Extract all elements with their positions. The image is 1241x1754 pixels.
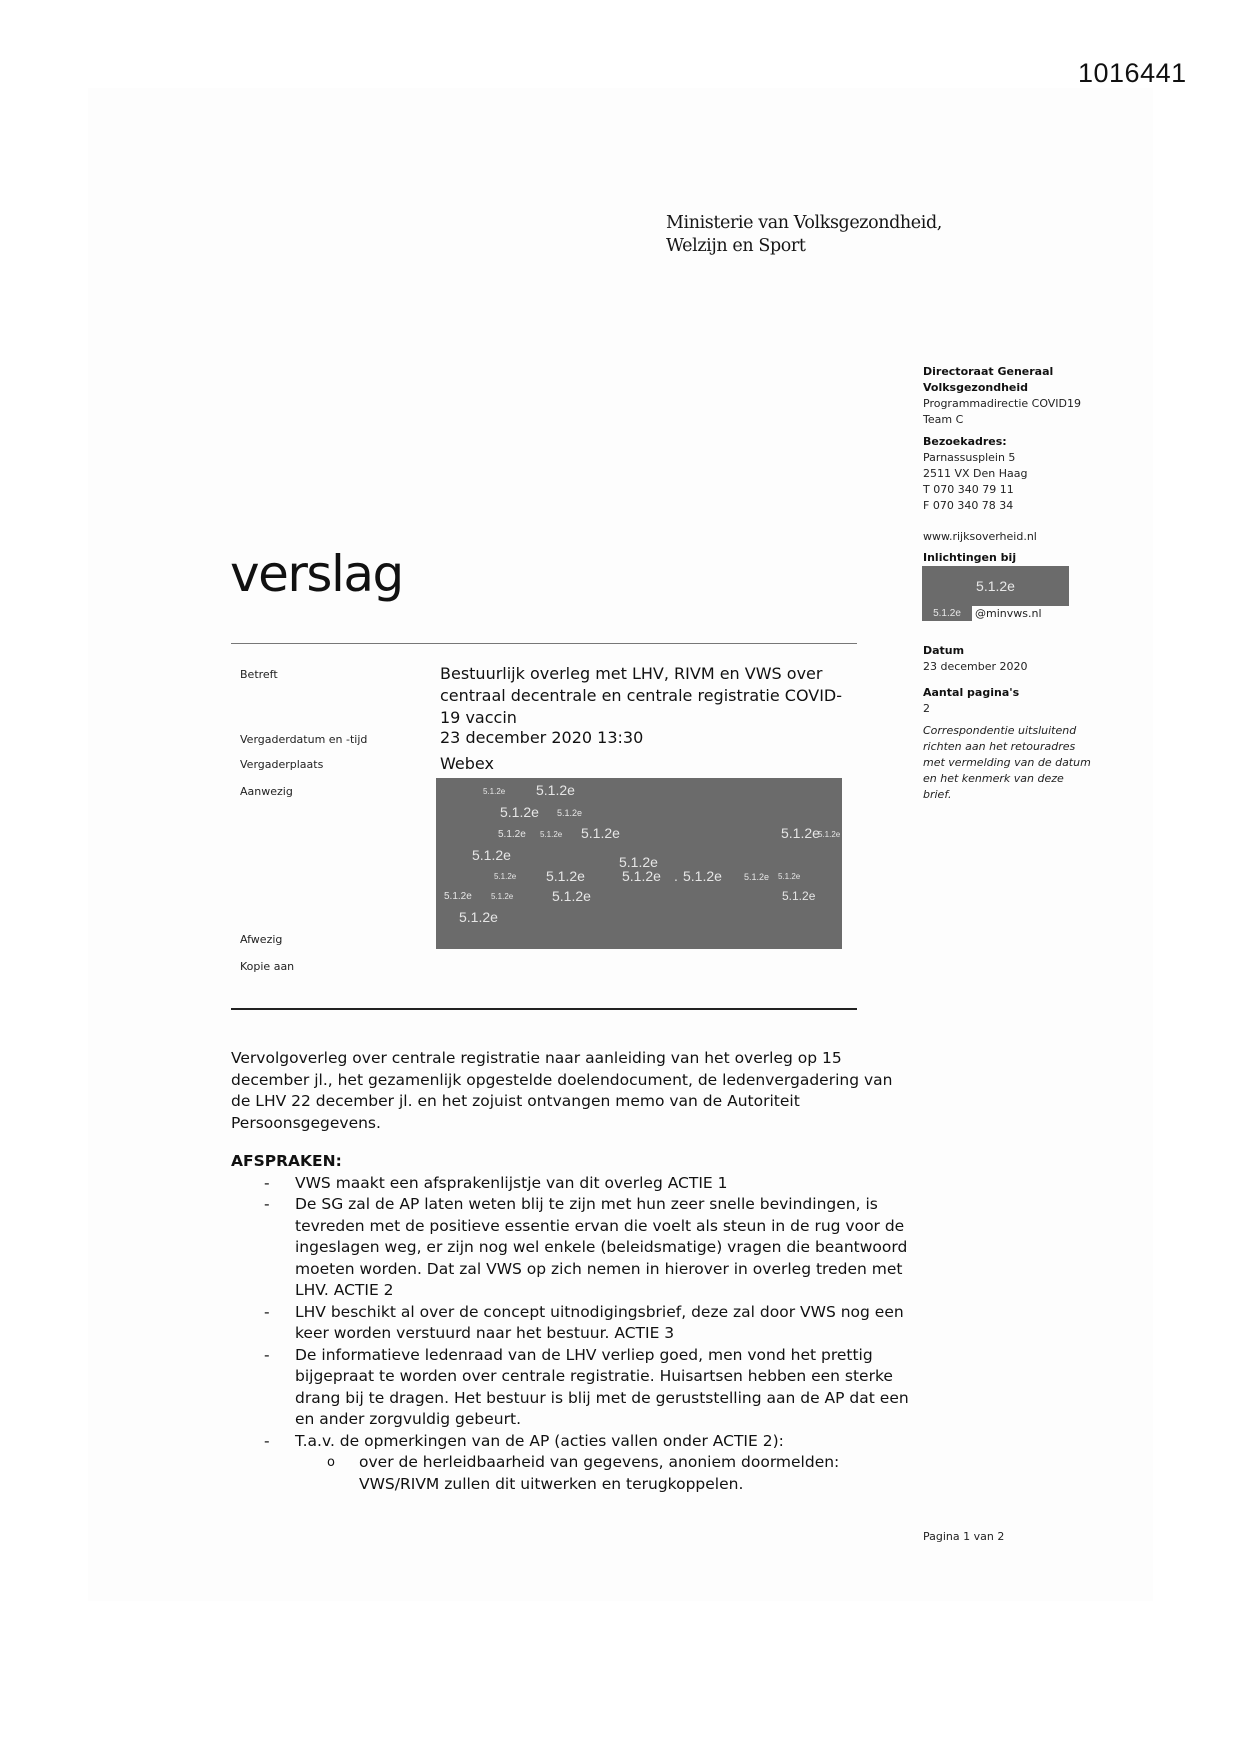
ministry-line: Ministerie van Volksgezondheid,: [666, 213, 942, 233]
redaction-code: 5.1.2e: [557, 808, 583, 818]
meeting-datetime-value: 23 december 2020 13:30: [440, 728, 644, 747]
absent-label: Afwezig: [240, 933, 283, 946]
visit-address-block: [923, 434, 1123, 514]
ministry-line: Welzijn en Sport: [666, 236, 806, 256]
department-name: Volksgezondheid: [923, 381, 1029, 394]
agreement-item: - VWS maakt een afsprakenlijstje van dit overleg ACTIE 1: [231, 1173, 911, 1195]
email-domain: @minvws.nl: [975, 606, 1042, 620]
redaction-code: 5.1.2e: [818, 830, 841, 839]
redaction-code: 5.1.2e: [483, 787, 506, 796]
correspondence-note: [923, 723, 1123, 803]
redaction-code: 5.1.2e: [500, 804, 539, 820]
redaction-code: 5.1.2e: [552, 888, 591, 904]
ministry-logo-text: [666, 212, 942, 258]
agreement-item-text: T.a.v. de opmerkingen van de AP (acties vallen onder ACTIE 2):: [295, 1431, 784, 1450]
meeting-place-value: Webex: [440, 754, 494, 773]
subject-line: Bestuurlijk overleg met LHV, RIVM en VWS over: [440, 664, 823, 683]
document-title: verslag: [230, 545, 403, 603]
contact-heading: Inlichtingen bij: [923, 551, 1017, 564]
redaction-code: 5.1.2e: [491, 892, 514, 901]
redaction-code: 5.1.2e: [498, 829, 526, 840]
note-line: met vermelding van de datum: [923, 756, 1091, 769]
present-label: Aanwezig: [240, 785, 293, 798]
page-count-block: [923, 685, 1123, 717]
redaction-code: 5.1.2e: [619, 854, 658, 870]
redaction-code: 5.1.2e: [494, 872, 517, 881]
department-block: [923, 364, 1123, 428]
website-link[interactable]: www.rijksoverheid.nl: [923, 530, 1037, 543]
phone-number: T 070 340 79 11: [923, 483, 1014, 496]
redaction-code: 5.1.2e: [536, 782, 575, 798]
redaction-code: 5.1.2e: [778, 872, 801, 881]
agreements-heading: AFSPRAKEN:: [231, 1152, 342, 1170]
report-body: [231, 1048, 911, 1495]
meeting-place-label: Vergaderplaats: [240, 758, 324, 771]
team-name: Team C: [923, 413, 964, 426]
redaction-code: 5.1.2e: [546, 868, 585, 884]
note-line: Correspondentie uitsluitend: [923, 724, 1077, 737]
contact-email: [923, 606, 1123, 621]
redacted-email-prefix: 5.1.2e: [922, 606, 972, 621]
agreements-list: [231, 1173, 911, 1496]
agreement-item: - De SG zal de AP laten weten blij te zijn met hun zeer snelle bevindingen, is tevreden met de positieve essentie ervan die voelt als steun in de rug voor de ingeslagen weg, er zijn nog wel enkele (beleidsmatige) vragen die beantwoord moeten worden. Dat zal VWS op zich nemen in hierover in overleg treden met LHV. ACTIE 2: [231, 1194, 911, 1302]
address-line: Parnassusplein 5: [923, 451, 1016, 464]
visit-address-heading: Bezoekadres:: [923, 435, 1007, 448]
agreement-item: [231, 1431, 911, 1496]
redaction-code: 5.1.2e: [540, 830, 563, 839]
redaction-code: .: [674, 868, 678, 884]
document-number: 1016441: [1078, 58, 1187, 88]
redaction-code: 5.1.2e: [744, 872, 770, 882]
header-divider: [231, 643, 857, 644]
page-indicator: Pagina 1 van 2: [923, 1530, 1005, 1543]
agreement-item: - De informatieve ledenraad van de LHV verliep goed, men vond het prettig bijgepraat te worden over centrale registratie. Huisartsen hebben een sterke drang bij te dragen. Het bestuur is blij met de geruststelling aan de AP dat een en ander zorgvuldig gebeurt.: [231, 1345, 911, 1431]
redaction-code: 5.1.2e: [782, 889, 816, 903]
redaction-code: 5.1.2e: [459, 909, 498, 925]
redaction-code: 5.1.2e: [622, 868, 661, 884]
date-heading: Datum: [923, 644, 965, 657]
intro-paragraph: Vervolgoverleg over centrale registratie naar aanleiding van het overleg op 15 december jl., het gezamenlijk opgestelde doelendocument, de ledenvergadering van de LHV 22 december jl. en het zojuist ontvangen memo van de Autoriteit Persoonsgegevens.: [231, 1049, 893, 1132]
subject-label: Betreft: [240, 668, 278, 681]
copy-to-label: Kopie aan: [240, 960, 295, 973]
page-count-heading: Aantal pagina's: [923, 686, 1020, 699]
meeting-datetime-label: Vergaderdatum en -tijd: [240, 733, 368, 746]
redaction-code: 5.1.2e: [581, 825, 620, 841]
subject-line: 19 vaccin: [440, 708, 517, 727]
redaction-code: 5.1.2e: [472, 847, 511, 863]
redacted-contact-name: 5.1.2e: [922, 566, 1069, 606]
agreement-sublist: [231, 1452, 911, 1495]
date-value: 23 december 2020: [923, 660, 1028, 673]
subject-line: centraal decentrale en centrale registratie COVID-: [440, 686, 843, 705]
agreement-item: - LHV beschikt al over de concept uitnodigingsbrief, deze zal door VWS nog een keer worden verstuurd naar het bestuur. ACTIE 3: [231, 1302, 911, 1345]
sidebar-info: [923, 364, 1123, 803]
note-line: richten aan het retouradres: [923, 740, 1076, 753]
note-line: brief.: [923, 788, 952, 801]
fax-number: F 070 340 78 34: [923, 499, 1014, 512]
meta-bottom-divider: [231, 1008, 857, 1010]
address-line: 2511 VX Den Haag: [923, 467, 1028, 480]
agreement-subitem: o over de herleidbaarheid van gegevens, anoniem doormelden: VWS/RIVM zullen dit uitwerken en terugkoppelen.: [231, 1452, 911, 1495]
note-line: en het kenmerk van deze: [923, 772, 1064, 785]
redaction-code: 5.1.2e: [683, 868, 722, 884]
page-count-value: 2: [923, 702, 930, 715]
program-directorate: Programmadirectie COVID19: [923, 397, 1082, 410]
subject-value: [440, 663, 860, 729]
redaction-code: 5.1.2e: [444, 891, 472, 902]
date-block: [923, 643, 1123, 675]
redaction-code: 5.1.2e: [781, 825, 820, 841]
redacted-attendees-block: [436, 778, 842, 949]
department-name: Directoraat Generaal: [923, 365, 1054, 378]
